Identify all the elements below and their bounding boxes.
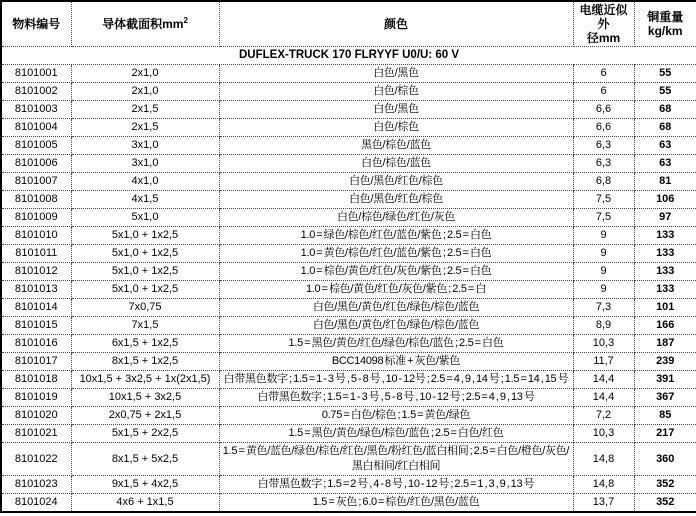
cell-weight: 360 (634, 443, 696, 476)
cell-color: 白色/棕色 (219, 83, 573, 101)
cell-conductor: 3x1,0 (71, 137, 219, 155)
cell-material-id: 8101018 (1, 371, 71, 389)
table-body (1, 47, 696, 513)
table-row (1, 371, 696, 389)
cell-weight: 106 (634, 191, 696, 209)
header-row (1, 1, 696, 47)
column-header-weight-line1: 铜重量 (647, 10, 684, 24)
cell-diameter: 9 (573, 281, 634, 299)
cell-conductor: 5x1,0 + 1x2,5 (71, 245, 219, 263)
cell-conductor: 2x1,5 (71, 101, 219, 119)
cell-diameter: 10,3 (573, 425, 634, 443)
cell-diameter: 8,9 (573, 317, 634, 335)
table-row (1, 443, 696, 476)
column-header-material (1, 1, 71, 47)
cell-conductor: 5x1,0 (71, 209, 219, 227)
cell-conductor: 2x1,0 (71, 83, 219, 101)
cell-color: 1.0 = 棕色/黄色/红色/灰色/紫色 ; 2.5 = 白色 (219, 263, 573, 281)
table-row (1, 209, 696, 227)
cell-diameter: 14,8 (573, 476, 634, 494)
cell-diameter: 9 (573, 263, 634, 281)
column-header-diameter-line2: 径mm (586, 31, 621, 45)
cell-material-id: 8101016 (1, 335, 71, 353)
cell-color: 白色/黑色/黄色/红色/绿色/棕色/蓝色 (219, 317, 573, 335)
cell-weight: 391 (634, 371, 696, 389)
cell-conductor: 7x0,75 (71, 299, 219, 317)
table-row (1, 119, 696, 137)
cell-diameter: 9 (573, 245, 634, 263)
cell-color: 1.0 = 绿色/棕色/红色/蓝色/紫色 ; 2.5 = 白色 (219, 227, 573, 245)
cell-color: 白色/黑色/红色/棕色 (219, 173, 573, 191)
cell-color: 白带黑色数字 ; 1.5 = 2 号 , 4 - 8 号 , 10 - 12 号 ; 2.5 = 1 , 3 , 9 , 13 号 (219, 476, 573, 494)
cell-diameter: 6,3 (573, 137, 634, 155)
cell-weight: 133 (634, 263, 696, 281)
cell-conductor: 10x1,5 + 3x2,5 (71, 389, 219, 407)
table-row (1, 389, 696, 407)
table-row (1, 335, 696, 353)
cell-color: 0.75 = 白色/棕色 ; 1.5 = 黄色/绿色 (219, 407, 573, 425)
cell-diameter: 14,4 (573, 371, 634, 389)
cell-conductor: 6x1,5 + 1x2,5 (71, 335, 219, 353)
cell-diameter: 6,6 (573, 101, 634, 119)
cell-color: 黑色/棕色/蓝色 (219, 137, 573, 155)
column-header-material-label: 物料编号 (12, 17, 61, 31)
cell-weight: 68 (634, 119, 696, 137)
cell-material-id: 8101009 (1, 209, 71, 227)
column-header-diameter-line1: 电缆近似外 (579, 3, 628, 31)
cell-conductor: 4x1,5 (71, 191, 219, 209)
table-row (1, 425, 696, 443)
table-row (1, 407, 696, 425)
cell-conductor: 9x1,5 + 4x2,5 (71, 476, 219, 494)
cell-weight: 68 (634, 101, 696, 119)
cell-material-id: 8101001 (1, 65, 71, 83)
cell-material-id: 8101020 (1, 407, 71, 425)
cell-material-id: 8101013 (1, 281, 71, 299)
cell-color: BCC14098 标准 + 灰色/紫色 (219, 353, 573, 371)
cell-diameter: 7,3 (573, 299, 634, 317)
cell-color: 1.5 = 黄色/蓝色/绿色/棕色/红色/黑色/粉红色/蓝白相间 ; 2.5 = 白色/橙色/灰色/黑白相间/红白相间 (219, 443, 573, 476)
cell-diameter: 6,6 (573, 119, 634, 137)
cell-color: 1.0 = 棕色/黄色/红色/灰色/紫色 ; 2.5 = 白 (219, 281, 573, 299)
table-row (1, 245, 696, 263)
cell-weight: 85 (634, 407, 696, 425)
cell-conductor: 5x1,0 + 1x2,5 (71, 281, 219, 299)
cell-color: 白色/黑色 (219, 101, 573, 119)
cell-material-id: 8101011 (1, 245, 71, 263)
cell-conductor: 8x1,5 + 1x2,5 (71, 353, 219, 371)
cell-diameter: 13,7 (573, 494, 634, 513)
cell-material-id: 8101022 (1, 443, 71, 476)
table-row (1, 281, 696, 299)
cell-conductor: 3x1,0 (71, 155, 219, 173)
cell-conductor: 5x1,0 + 1x2,5 (71, 227, 219, 245)
cell-weight: 81 (634, 173, 696, 191)
cell-weight: 55 (634, 83, 696, 101)
cell-conductor: 4x6 + 1x1,5 (71, 494, 219, 513)
cell-diameter: 9 (573, 227, 634, 245)
cell-color: 白色/黑色/红色/棕色 (219, 191, 573, 209)
cell-weight: 133 (634, 227, 696, 245)
cell-weight: 367 (634, 389, 696, 407)
cell-weight: 97 (634, 209, 696, 227)
cell-color: 1.5 = 灰色 ; 6.0 = 棕色/红色/黑色/蓝色 (219, 494, 573, 513)
cell-material-id: 8101019 (1, 389, 71, 407)
cell-weight: 63 (634, 155, 696, 173)
cell-conductor: 8x1,5 + 5x2,5 (71, 443, 219, 476)
table-row (1, 299, 696, 317)
table-row (1, 191, 696, 209)
cell-material-id: 8101003 (1, 101, 71, 119)
column-header-conductor-label: 导体截面积mm (102, 17, 184, 31)
cell-material-id: 8101008 (1, 191, 71, 209)
cell-material-id: 8101014 (1, 299, 71, 317)
cell-color: 白带黑色数字 ; 1.5 = 1 - 3 号 , 5 - 8 号 , 10 - 12号 ; 2.5 = 4 , 9 , 14 号 ; 1.5 = 14 , 15 号 (219, 371, 573, 389)
table-row (1, 317, 696, 335)
table-row (1, 83, 696, 101)
cell-weight: 217 (634, 425, 696, 443)
cell-diameter: 6 (573, 65, 634, 83)
table-row (1, 173, 696, 191)
cell-weight: 55 (634, 65, 696, 83)
cell-color: 白色/棕色/蓝色 (219, 155, 573, 173)
section-title-row (1, 47, 696, 65)
cell-color: 白色/黑色 (219, 65, 573, 83)
cell-material-id: 8101021 (1, 425, 71, 443)
cell-diameter: 11,7 (573, 353, 634, 371)
table-row (1, 101, 696, 119)
table-row (1, 494, 696, 513)
cell-material-id: 8101006 (1, 155, 71, 173)
cell-weight: 239 (634, 353, 696, 371)
table-row (1, 65, 696, 83)
cell-weight: 133 (634, 245, 696, 263)
section-title: DUFLEX-TRUCK 170 FLRYYF U0/U: 60 V (1, 47, 696, 65)
cell-material-id: 8101004 (1, 119, 71, 137)
cell-diameter: 7,2 (573, 407, 634, 425)
column-header-weight (634, 1, 696, 47)
cell-material-id: 8101012 (1, 263, 71, 281)
conductor-superscript: 2 (183, 16, 188, 25)
column-header-color (219, 1, 573, 47)
cell-color: 白色/棕色 (219, 119, 573, 137)
cell-weight: 63 (634, 137, 696, 155)
cell-material-id: 8101017 (1, 353, 71, 371)
cell-conductor: 5x1,0 + 1x2,5 (71, 263, 219, 281)
cell-color: 白带黑色数字 ; 1.5 = 1 - 3 号 , 5 - 8 号 , 10 - 12 号 ; 2.5 = 4 , 9 , 13 号 (219, 389, 573, 407)
cell-material-id: 8101024 (1, 494, 71, 513)
cell-weight: 352 (634, 494, 696, 513)
cell-color: 1.0 = 黄色/棕色/红色/蓝色/紫色 ; 2.5 = 白色 (219, 245, 573, 263)
column-header-weight-line2: kg/km (647, 24, 683, 38)
cell-material-id: 8101005 (1, 137, 71, 155)
cell-conductor: 4x1,0 (71, 173, 219, 191)
cell-conductor: 2x1,5 (71, 119, 219, 137)
cell-diameter: 10,3 (573, 335, 634, 353)
cell-material-id: 8101002 (1, 83, 71, 101)
table-row (1, 353, 696, 371)
cell-conductor: 7x1,5 (71, 317, 219, 335)
table-row (1, 476, 696, 494)
column-header-color-label: 颜色 (383, 17, 408, 31)
column-header-diameter (573, 1, 634, 47)
cell-material-id: 8101010 (1, 227, 71, 245)
cell-diameter: 6,3 (573, 155, 634, 173)
table-row (1, 263, 696, 281)
column-header-conductor (71, 1, 219, 47)
cell-diameter: 7,5 (573, 209, 634, 227)
cell-diameter: 14,4 (573, 389, 634, 407)
cell-weight: 133 (634, 281, 696, 299)
cell-conductor: 2x1,0 (71, 65, 219, 83)
table-row (1, 137, 696, 155)
cell-diameter: 7,5 (573, 191, 634, 209)
cell-color: 1.5 = 黑色/黄色/红色/绿色/棕色/蓝色 ; 2.5 = 白色 (219, 335, 573, 353)
cell-color: 白色/黑色/黄色/红色/绿色/棕色/蓝色 (219, 299, 573, 317)
cell-conductor: 2x0,75 + 2x1,5 (71, 407, 219, 425)
cell-weight: 166 (634, 317, 696, 335)
table-row (1, 155, 696, 173)
cell-diameter: 6,8 (573, 173, 634, 191)
cell-color: 白色/棕色/绿色/红色/灰色 (219, 209, 573, 227)
cell-material-id: 8101023 (1, 476, 71, 494)
cell-conductor: 10x1,5 + 3x2,5 + 1x(2x1,5) (71, 371, 219, 389)
cell-conductor: 5x1,5 + 2x2,5 (71, 425, 219, 443)
table-row (1, 227, 696, 245)
cell-material-id: 8101007 (1, 173, 71, 191)
cell-weight: 101 (634, 299, 696, 317)
cell-weight: 187 (634, 335, 696, 353)
cell-diameter: 14,8 (573, 443, 634, 476)
cell-weight: 352 (634, 476, 696, 494)
cell-color: 1.5 = 黑色/黄色/绿色/棕色/蓝色 ; 2.5 = 白色/红色 (219, 425, 573, 443)
cell-diameter: 6 (573, 83, 634, 101)
table-header (1, 1, 696, 47)
cell-material-id: 8101015 (1, 317, 71, 335)
